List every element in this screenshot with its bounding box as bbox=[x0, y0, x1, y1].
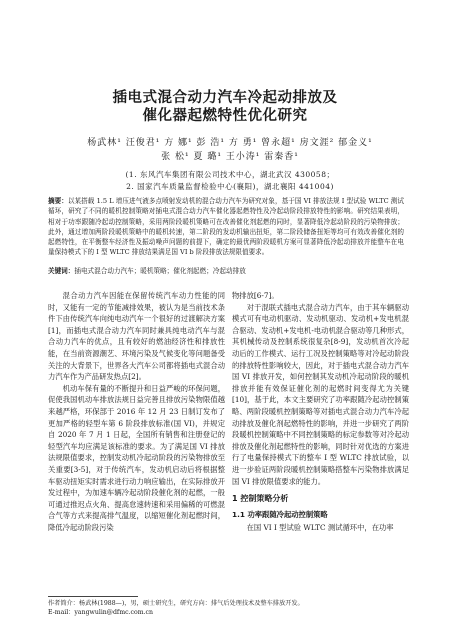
body-column-left bbox=[48, 290, 225, 533]
author-email-footnote: E-mail：yangwulin@dfmc.com.cn bbox=[48, 609, 153, 616]
abstract-text: 以某搭载 1.5 L 增压进气液多点喷射发动机的混合动力汽车为研究对象，基于国 VI 排放法规 I 型试验 WLTC 测试循环，研究了不同的暖机控制策略对插电式混合动力汽车催化器起燃特性及冷起动阶段排放特性的影响。研究结果表明，相对于功率跟随冷起动控制策略，采用两阶段暖机策略可在改善催化剂起燃的同时，显著降低冷起动阶段的污染物排放；此外，通过增加两阶段暖机策略中的暖机转速，第二阶段的发动机输出扭矩，第二阶段储备扭矩等均可有效改善催化剂的起燃特性，在平衡整车经济性及振动噪声问题的前提下，确定的最优两阶段暖机方案可显著降低冷起动排放并能整车在电量保持模式下的 Ⅰ 型 WLTC 排放结果满足国 VI b 阶段排放法规限值要求。 bbox=[48, 197, 404, 257]
abstract bbox=[48, 196, 404, 258]
affiliation-line-1: (1. 东风汽车集团有限公司技术中心，湖北武汉 430058； bbox=[125, 170, 335, 179]
body-paragraph: 在国 VI I 型试验 WLTC 测试循环中，在功率 bbox=[246, 523, 394, 533]
keywords-text: 插电式混合动力汽车；暖机策略；催化剂起燃；冷起动排放 bbox=[74, 267, 246, 275]
abstract-label: 摘要： bbox=[48, 197, 68, 205]
affiliation-line-2: 2. 国家汽车质量监督检验中心(襄阳)，湖北襄阳 441004) bbox=[126, 182, 334, 191]
body-paragraph: 机动车保有量的不断提升和日益严峻的环保问题，促使我国机动车排放法规日益完善且排放污染物限值越来越严格，环保部于 2016 年 12 月 23 日制订发布了更加严格的轻型车第 6 阶段排放标准(国 VI)，并规定自 2020 年 7 月 1 日起，全国所有销售和注册登记的轻型汽车均应满足该标准的要求。为了满足国 VI 排放法规限值要求，控制发动机冷起动阶段的污染物排放至关重要[3-5]，对于传统汽车，发动机启动后将根据整车驱动扭矩实时需求进行动力响应输出，在实际排放开发过程中，为加速车辆冷起动阶段催化剂的起燃，一般可通过推迟点火角、提高怠速转速和采用偏稀的可燃混合气等方式来提高排气温度，以缩短催化剂起燃时间，降低冷起动阶段污染 bbox=[48, 383, 225, 532]
author-list-line-1: 杨武林¹ 汪俊君¹ 方 娜¹ 彭 浩¹ 方 勇¹ 曾永超¹ 房文涯² 郁金义¹ bbox=[87, 138, 373, 148]
author-list-line-2: 张 松¹ 夏 璐¹ 王小涛¹ 雷秦香¹ bbox=[161, 152, 299, 162]
body-paragraph: 混合动力汽车因能在保留传统汽车动力性能的同时，又能有一定的节能减排效果，被认为是当前技术条件下由传统汽车向纯电动汽车一个很好的过渡解决方案[1]，而插电式混合动力汽车同时兼具纯电动汽车与混合动力汽车的优点，且有较好的燃油经济性和排放性能，在当前资源潮艺、环境污染及气候变化等问题备受关注的大背景下，世界各大汽车公司都将插电式混合动力汽车作为产品研发热点[2]。 bbox=[48, 291, 225, 382]
keywords bbox=[48, 266, 404, 276]
body-paragraph-continued: 物排放[6-7]。 bbox=[232, 291, 279, 300]
author-bio-footnote: 作者简介：杨武林(1988—)，男，硕士研究生，研究方向：排气后处理技术及整车排放开发。 bbox=[48, 600, 304, 607]
footnote-divider bbox=[48, 596, 138, 597]
body-paragraph: 对于混联式插电式混合动力汽车，由于其车辆驱动模式可有电动机驱动、发动机驱动、发动机+发电机混合驱动、发动机+发电机-电动机混合驱动等几种形式，其机械传动及控制系统很复杂[8-9]，发动机首次冷起动后的工作模式、运行工况及控制策略等对冷起动阶段的排放特性影响较大，因此，对于插电式混合动力汽车国 VI 排放开发，如何控制其发动机冷起动阶段的暖机排放并能有效保证催化剂的起燃时间变得尤为关键[10]，基于此，本文主要研究了功率跟随冷起动控制策略、两阶段暖机控制策略等对插电式混合动力汽车冷起动排放及催化剂起燃特性的影响，并进一步研究了两阶段暖机控制策略中不同控制策略的标定参数等对冷起动排放及催化剂起燃特性的影响，同时针对优选的方案进行了电量保持模式下的整车 I 型 WLTC 排放试验，以进一步验证两阶段暖机控制策略搭整车污染物排放满足国 VI 排放限值要求的能力。 bbox=[232, 302, 409, 486]
paper-title-line-1: 插电式混合动力汽车冷起动排放及 bbox=[112, 90, 338, 106]
paper-title-line-2: 催化器起燃特性优化研究 bbox=[142, 108, 308, 124]
section-heading: 1 控制策略分析 bbox=[232, 494, 289, 504]
subsection-heading: 1.1 功率跟随冷起动控制策略 bbox=[232, 509, 328, 519]
keywords-label: 关键词： bbox=[48, 267, 75, 275]
body-column-right bbox=[232, 290, 409, 534]
